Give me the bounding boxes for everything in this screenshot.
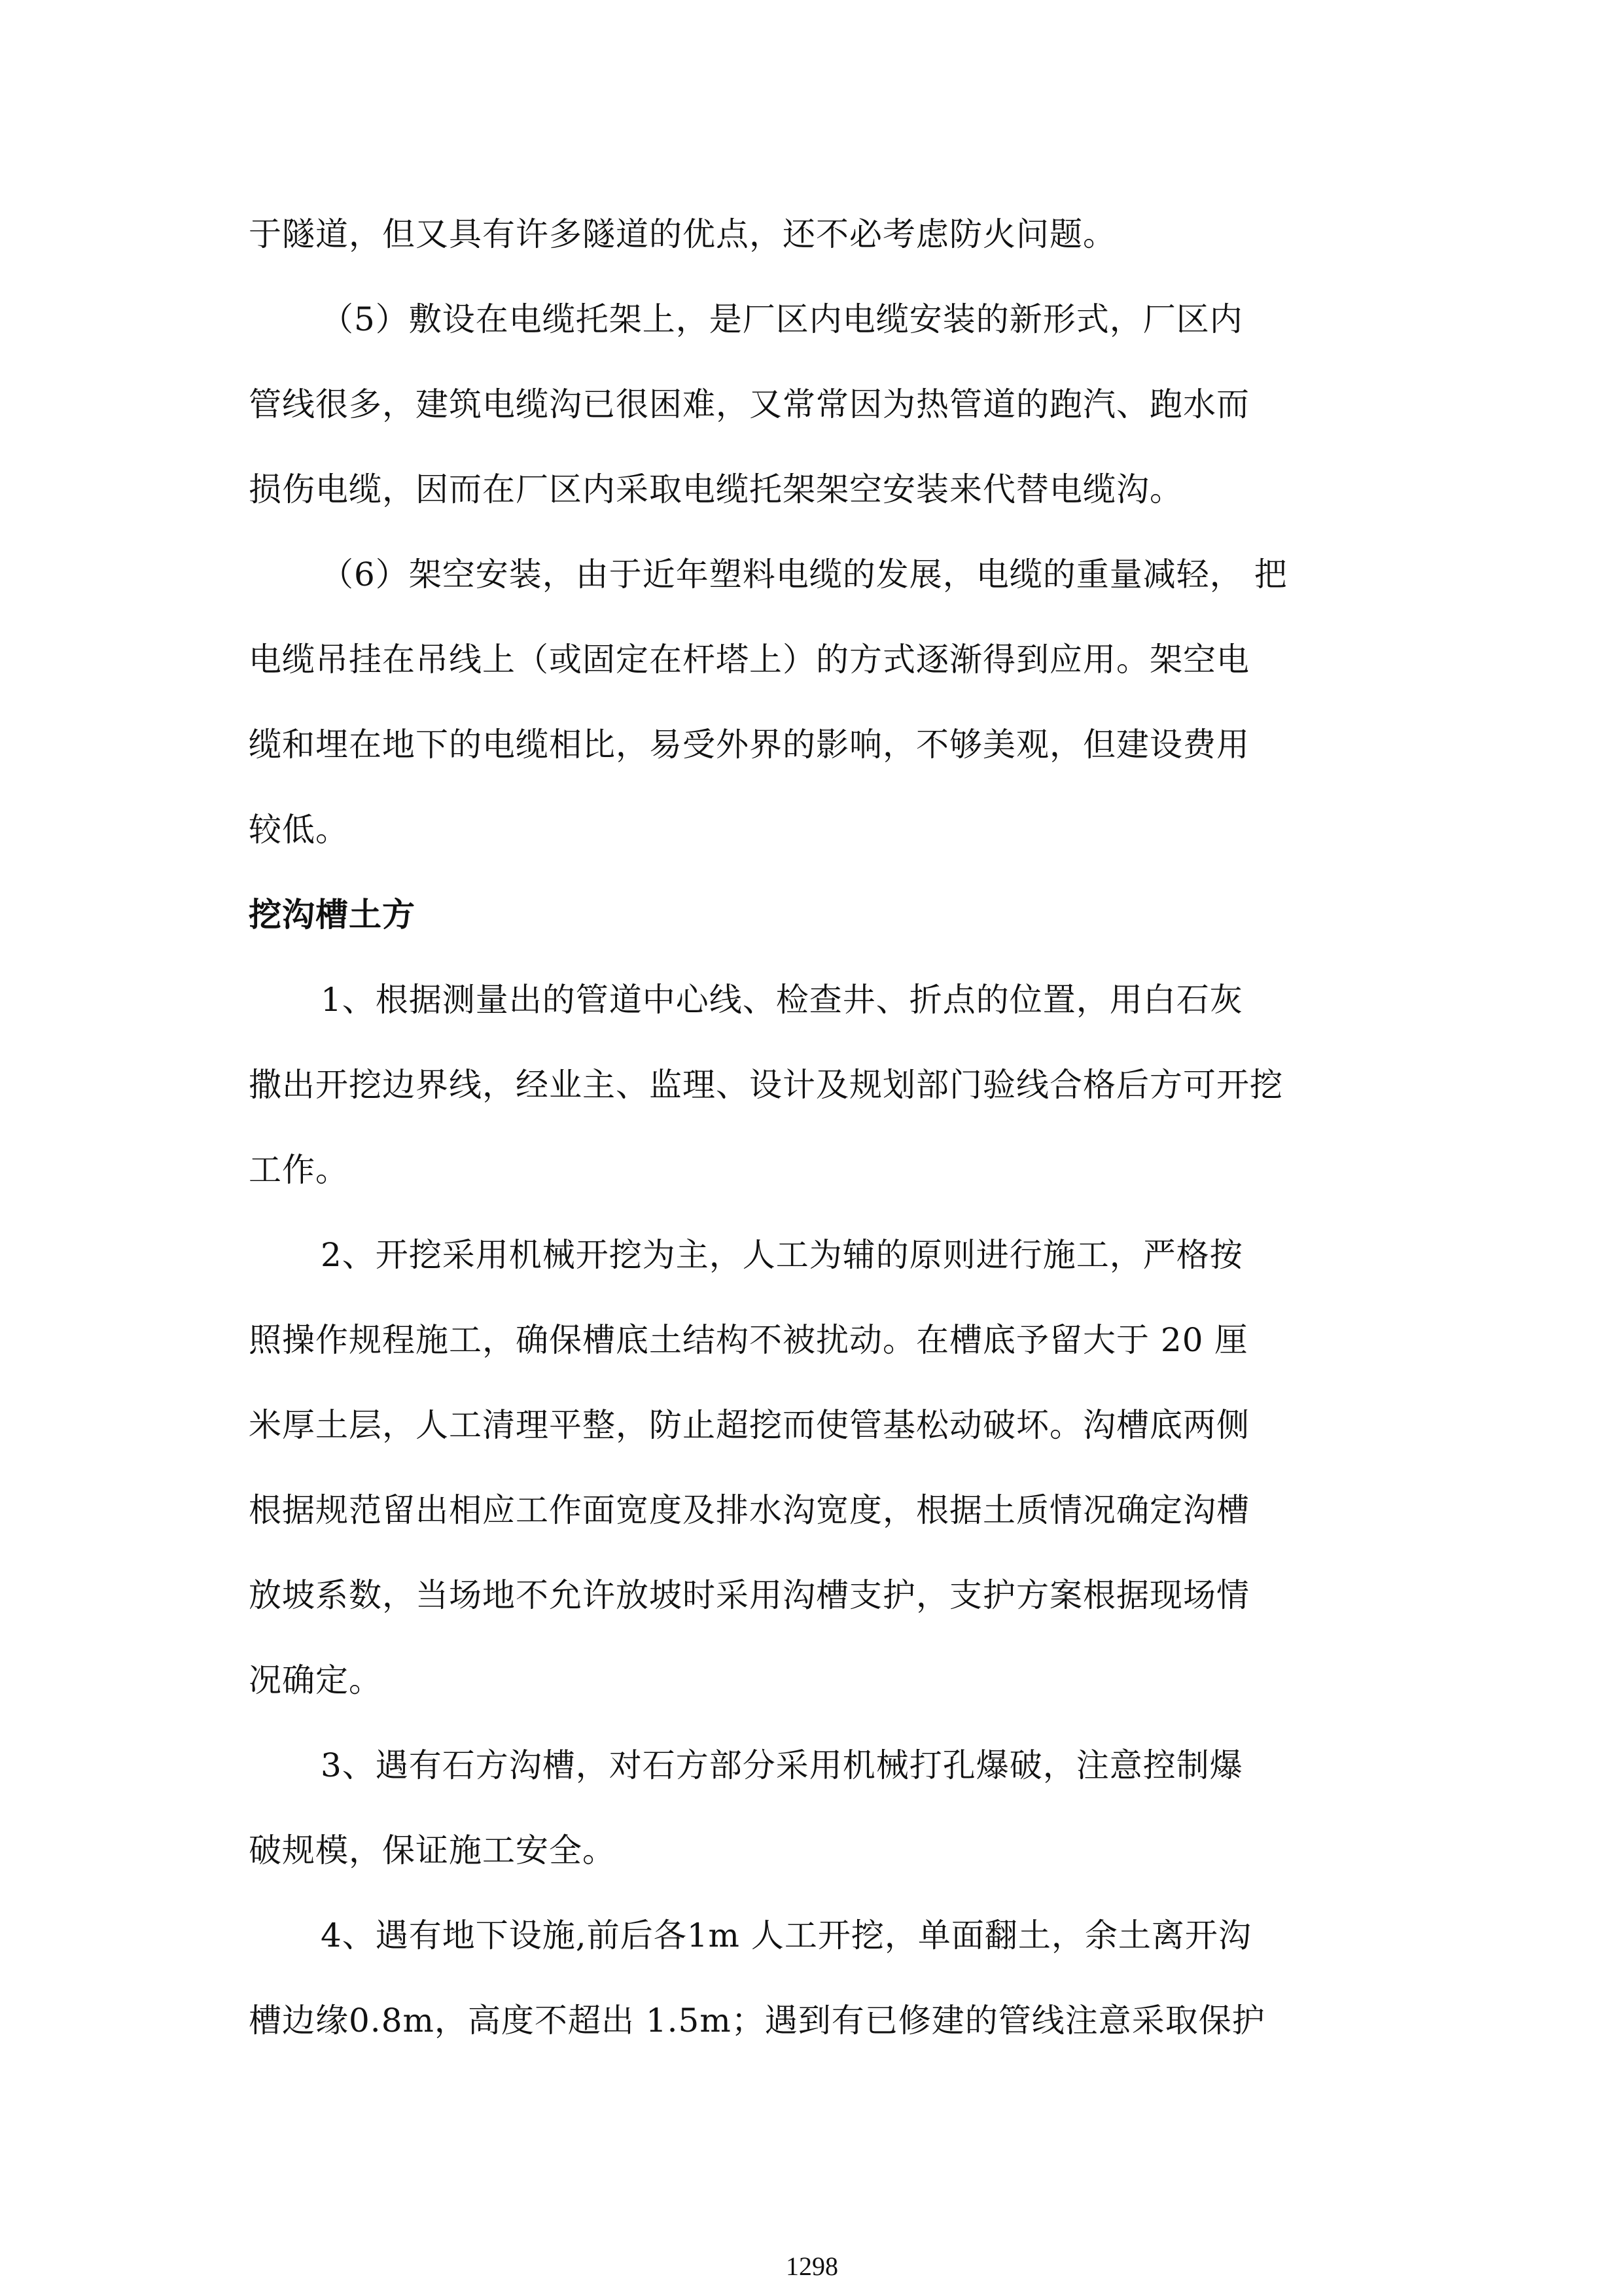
text-line: （5）敷设在电缆托架上，是厂区内电缆安装的新形式，厂区内 [321,300,1243,338]
text-line: 1、根据测量出的管道中心线、检查井、折点的位置，用白石灰 [321,981,1243,1019]
text-line: 放坡系数，当场地不允许放坡时采用沟槽支护，支护方案根据现场情 [249,1576,1250,1614]
text-line: 破规模，保证施工安全。 [249,1831,616,1869]
text-line: 照操作规程施工，确保槽底土结构不被扰动。在槽底予留大于 20 厘 [249,1321,1248,1359]
text-line: 电缆吊挂在吊线上（或固定在杆塔上）的方式逐渐得到应用。架空电 [249,641,1250,679]
text-line: 4、遇有地下设施,前后各1m 人工开挖，单面翻土，余土离开沟 [321,1916,1252,1954]
page-number: 1298 [786,2252,838,2281]
text-line: 工作。 [249,1151,349,1189]
text-line: 况确定。 [249,1661,382,1699]
text-line: 米厚土层，人工清理平整，防止超挖而使管基松动破坏。沟槽底两侧 [249,1406,1250,1444]
text-line: 于隧道，但又具有许多隧道的优点，还不必考虑防火问题。 [249,215,1116,253]
text-line: 损伤电缆，因而在厂区内采取电缆托架架空安装来代替电缆沟。 [249,470,1183,508]
text-line: 管线很多，建筑电缆沟已很困难，又常常因为热管道的跑汽、跑水而 [249,385,1250,423]
text-line: 撒出开挖边界线，经业主、监理、设计及规划部门验线合格后方可开挖 [249,1066,1283,1104]
text-line: 2、开挖采用机械开挖为主，人工为辅的原则进行施工，严格按 [321,1236,1243,1274]
section-heading: 挖沟槽土方 [249,896,415,934]
text-line: 槽边缘0.8m，高度不超出 1.5m；遇到有已修建的管线注意采取保护 [249,2002,1265,2040]
text-line: （6）架空安装，由于近年塑料电缆的发展，电缆的重量减轻， 把 [321,556,1288,593]
text-line: 根据规范留出相应工作面宽度及排水沟宽度，根据土质情况确定沟槽 [249,1491,1250,1529]
text-line: 缆和埋在地下的电缆相比，易受外界的影响，不够美观，但建设费用 [249,726,1250,764]
text-line: 较低。 [249,811,349,849]
text-line: 3、遇有石方沟槽，对石方部分采用机械打孔爆破，注意控制爆 [321,1746,1243,1784]
